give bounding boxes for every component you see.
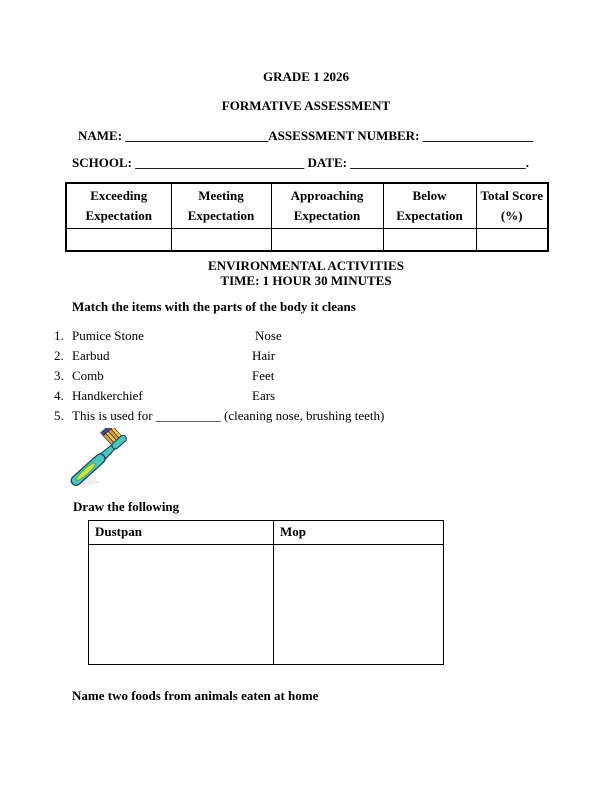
date-label: DATE: [307,155,347,170]
assessment-number-blank: _________________ [422,128,534,143]
score-col-exceeding [66,183,171,229]
score-col-label: Total Score [480,188,543,203]
score-col-label: Expectation [293,208,361,223]
match-item: This is used for __________ (cleaning nose, brushing teeth) [72,408,385,423]
date-blank: ___________________________ [350,155,526,170]
score-cell-empty [171,229,271,252]
name-blank: ______________________ [125,128,269,143]
school-label: SCHOOL: [72,155,132,170]
score-col-label: Approaching [290,188,364,203]
name-label: NAME: [78,128,123,143]
date-period: . [525,155,529,170]
toothbrush-icon [66,428,134,490]
school-date-line [72,155,529,171]
score-col-approaching [271,183,383,229]
draw-table-header-row [89,521,444,545]
draw-cell-dustpan [89,545,274,665]
match-part: Nose [255,328,282,343]
score-cell-empty [383,229,476,252]
match-part: Feet [252,368,275,383]
draw-col-mop: Mop [274,521,444,545]
footer-question: Name two foods from animals eaten at home [72,688,319,703]
score-cell-empty [66,229,171,252]
match-row-4 [0,388,612,408]
match-row-5 [0,408,612,428]
section-title: ENVIRONMENTAL ACTIVITIES [208,258,404,273]
score-table-header-row [66,183,548,229]
match-instruction: Match the items with the parts of the body it cleans [72,299,356,314]
match-number: 2. [54,348,64,363]
match-item: Earbud [72,348,110,363]
match-number: 3. [54,368,64,383]
page-title-grade: GRADE 1 2026 [263,69,349,84]
match-number: 4. [54,388,64,403]
section-time: TIME: 1 HOUR 30 MINUTES [220,273,392,288]
score-col-label: (%) [500,208,523,223]
score-col-label: Below [412,188,447,203]
section-heading [0,258,612,288]
score-col-total [476,183,548,229]
draw-table [88,520,444,665]
match-row-3 [0,368,612,388]
draw-cell-mop [274,545,444,665]
match-item: Comb [72,368,104,383]
match-item: Pumice Stone [72,328,144,343]
match-number: 1. [54,328,64,343]
score-col-label: Expectation [85,208,152,223]
score-col-label: Exceeding [90,188,148,203]
score-col-below [383,183,476,229]
score-col-label: Meeting [198,188,244,203]
score-col-label: Expectation [187,208,255,223]
score-cell-empty [476,229,548,252]
draw-table-empty-row [89,545,444,665]
draw-instruction: Draw the following [73,499,180,514]
page-title-assessment: FORMATIVE ASSESSMENT [221,98,391,113]
match-row-1 [0,328,612,348]
score-cell-empty [271,229,383,252]
school-blank: __________________________ [135,155,305,170]
score-table [65,182,549,252]
match-number: 5. [54,408,64,423]
score-col-meeting [171,183,271,229]
match-part: Hair [252,348,276,363]
draw-col-dustpan: Dustpan [89,521,274,545]
assessment-number-label: ASSESSMENT NUMBER: [268,128,420,143]
score-col-label: Expectation [396,208,463,223]
match-row-2 [0,348,612,368]
score-table-empty-row [66,229,548,252]
match-part: Ears [252,388,276,403]
name-line [78,128,533,144]
match-item: Handkerchief [72,388,143,403]
